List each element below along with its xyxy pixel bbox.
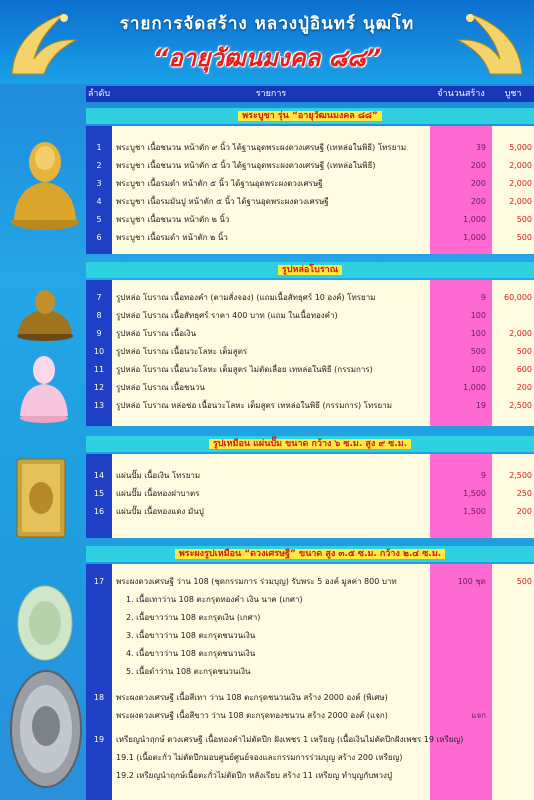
table-row: 5 พระบูชา เนื้อชนวน หน้าตัก ๒ นิ้ว 1,000 500 (96, 215, 532, 224)
col-item: รายการ (255, 89, 287, 99)
table-row: 4 พระบูชา เนื้อรมมันปู หน้าตัก ๕ นิ้ว ได้ฐานอุดพระผงดวงเศรษฐี 200 2,000 (96, 197, 532, 206)
page-subtitle: “อายุวัฒนมงคล ๘๘” (152, 44, 382, 72)
list-item: 1. เนื้อเทาว่าน 108 ตะกรุดทองคำ เงิน นาค (เกศา) (126, 595, 303, 604)
buddha-statue-icon (8, 128, 82, 232)
table-row: 19 เหรียญนำฤกษ์ ดวงเศรษฐี เนื้อทองคำไม่ตัดปีก ฝังเพชร 1 เหรียญ (เนื้อเงินไม่ตัดปีกฝังเพชร 19 เหรียญ) (93, 735, 464, 744)
table-row: 9 รูปหล่อ โบราณ เนื้อเงิน 100 2,000 (96, 329, 532, 338)
list-item: 4. เนื้อขาวว่าน 108 ตะกรุดชนวนเงิน (126, 649, 256, 658)
section-block (86, 564, 534, 800)
list-item: 3. เนื้อขาวว่าน 108 ตะกรุดชนวนเงิน (126, 631, 256, 640)
table-row: 12 รูปหล่อ โบราณ เนื้อชนวน 1,000 200 (93, 383, 532, 392)
list-item: 5. เนื้อดำว่าน 108 ตะกรุดชนวนเงิน (126, 667, 251, 676)
table-row: 11 รูปหล่อ โบราณ เนื้อนวะโลหะ เต็มสูตร ไม่ตัดเลื่อย เทหล่อในพิธี (กรรมการ) 100 600 (93, 365, 532, 374)
coin-silver-icon (8, 668, 84, 790)
plaque-gold-icon (16, 458, 66, 538)
col-qty: จำนวนสร้าง (437, 89, 485, 99)
table-row: 13 รูปหล่อ โบราณ หล่อช่อ เนื้อนวะโลหะ เต็มสูตร เทหล่อในพิธี (กรรมการ) โทรยาม 19 2,500 (93, 401, 532, 410)
section-title: รูปเหมือน แผ่นปั๊ม ขนาด กว้าง ๖ ซ.ม. สูง ๙ ซ.ม. (209, 439, 411, 449)
statue-pink-icon (16, 350, 72, 424)
section-title: พระผงรูปเหมือน “ดวงเศรษฐี” ขนาด สูง ๓.๕ ซ.ม. กว้าง ๒.๔ ซ.ม. (175, 549, 445, 559)
table-row: 6 พระบูชา เนื้อรมดำ หน้าตัก ๒ นิ้ว 1,000 500 (96, 233, 532, 242)
section-header (86, 108, 534, 124)
list-item: 2. เนื้อขาวว่าน 108 ตะกรุดเงิน (เกศา) (126, 613, 261, 622)
statue-bronze-icon (14, 286, 76, 342)
table-row: 15 แผ่นปั๊ม เนื้อทองฝาบาตร 1,500 250 (93, 489, 532, 498)
table-row: 14 แผ่นปั๊ม เนื้อเงิน โทรยาม 9 2,500 (93, 471, 532, 480)
table-row: 19.2 เหรียญนำฤกษ์เนื้อตะกั่วไม่ตัดปีก หลังเรียบ สร้าง 11 เหรียญ ทำบุญกับพวงปู่ (116, 771, 393, 780)
table-row: 2 พระบูชา เนื้อชนวน หน้าตัก ๕ นิ้ว ได้ฐานอุดพระผงดวงเศรษฐี (เทหล่อในพิธี) 200 2,000 (96, 161, 532, 170)
section-header (86, 546, 534, 562)
table-row: 18 พระผงดวงเศรษฐี เนื้อสีเทา ว่าน 108 ตะกรุดชนวนเงิน สร้าง 2000 องค์ (พิเศษ) (93, 693, 388, 702)
page-title: รายการจัดสร้าง หลวงปู่อินทร์ นุฒโท (119, 14, 415, 34)
table-row: พระผงดวงเศรษฐี เนื้อสีขาว ว่าน 108 ตะกรุดทองชนวน สร้าง 2000 องค์ (แจก) แจก (116, 711, 486, 720)
section-block (86, 280, 534, 426)
table-row: 7 รูปหล่อ โบราณ เนื้อทองคำ (ตามสั่งจอง) (แถมเนื้อสัทธุศร์ 10 องค์) โทรยาม 9 60,000 (96, 293, 532, 302)
column-header (86, 86, 534, 102)
section-title: รูปหล่อโบราณ (278, 265, 342, 275)
table-row: 1 พระบูชา เนื้อชนวน หน้าตัก ๙ นิ้ว ได้ฐานอุดพระผงดวงเศรษฐี (เทหล่อในพิธี) โทรยาม 39 5,000 (96, 143, 532, 152)
table-row: 10 รูปหล่อ โบราณ เนื้อนวะโลหะ เต็มสูตร 500 500 (93, 347, 532, 356)
section-header (86, 262, 534, 278)
table-row: 8 รูปหล่อ โบราณ เนื้อสัทธุศร์ ราคา 400 บาท (แถม ในเนื้อทองคำ) 100 (96, 311, 486, 320)
table-row: 17 พระผงดวงเศรษฐี ว่าน 108 (ชุดกรรมการ ร่วมบุญ) รับพระ 5 องค์ มูลค่า 800 บาท 100 ชุด 500 (93, 577, 532, 586)
section-title: พระบูชา รุ่น “อายุวัฒนมงคล ๘๘” (238, 111, 382, 121)
amulet-green-icon (16, 584, 74, 662)
section-header (86, 436, 534, 452)
table-row: 16 แผ่นปั๊ม เนื้อทองแดง มันปู 1,500 200 (93, 507, 532, 516)
section-block (86, 126, 534, 254)
table-row: 19.1 (เนื้อตะกั่ว ไม่ตัดปีกมอบศูนย์ศูนย์จองและกรรมการร่วมบุญ สร้าง 200 เหรียญ) (116, 753, 403, 762)
section-block (86, 454, 534, 538)
col-no: ลำดับ (87, 89, 111, 99)
table-row: 3 พระบูชา เนื้อรมดำ หน้าตัก ๕ นิ้ว ได้ฐานอุดพระผงดวงเศรษฐี 200 2,000 (96, 179, 532, 188)
col-price: บูชา (504, 89, 522, 99)
header (0, 0, 534, 84)
